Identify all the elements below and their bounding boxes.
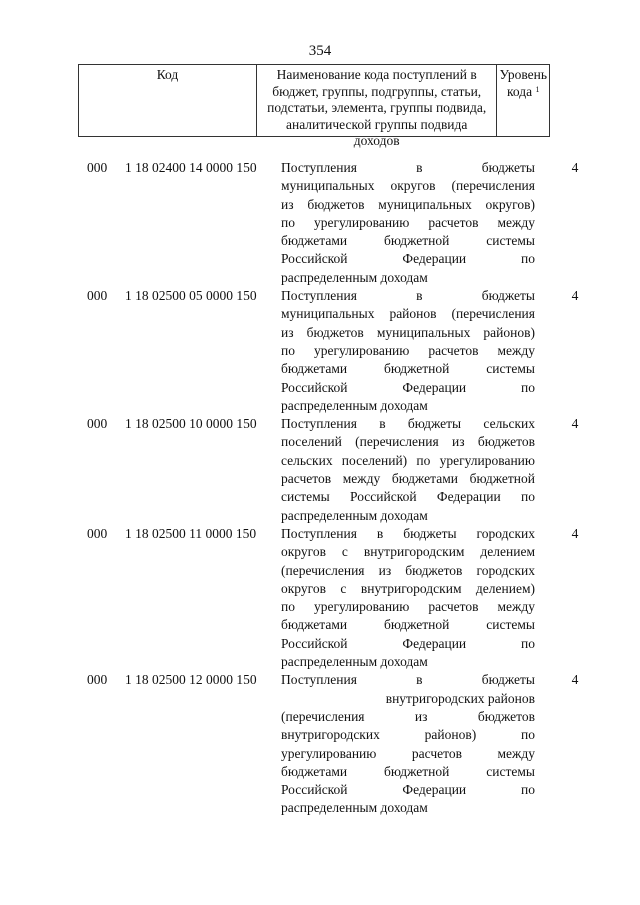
code-level: 4 (571, 525, 579, 541)
income-name-line: урегулированию расчетов между (281, 745, 535, 761)
income-name-line: расчетов между бюджетами бюджетной (281, 471, 535, 487)
income-name-line: поселений (перечисления из бюджетов (281, 434, 535, 450)
header-level (497, 65, 549, 136)
income-name-line: по урегулированию расчетов между (281, 599, 535, 615)
income-code: 1 18 02500 11 0000 150 (125, 525, 257, 541)
income-name (281, 525, 535, 671)
income-code: 1 18 02400 14 0000 150 (125, 160, 257, 175)
income-name-line: внутригородских районов (385, 690, 535, 706)
income-name-line: Российской Федерации по (281, 379, 535, 395)
income-code: 1 18 02500 05 0000 150 (125, 288, 257, 304)
income-name-line: распределенным доходам (281, 397, 428, 413)
header-code: Код (79, 65, 257, 136)
income-name-line: муниципальных районов (перечисления (281, 306, 535, 322)
income-name-line: округов с внутригородским делением (281, 544, 535, 560)
income-name-line: Поступления в бюджеты (281, 672, 535, 688)
header-name-line: аналитической группы подвида доходов (285, 116, 468, 148)
income-name-line: Российской Федерации по (281, 782, 535, 798)
admin-code: 000 (87, 416, 108, 432)
header-level-line: Уровень (499, 67, 547, 82)
income-name-line: Поступления в бюджеты городских (281, 525, 535, 541)
income-name-line: Поступления в бюджеты (281, 288, 535, 304)
income-name-line: распределенным доходам (281, 269, 428, 285)
table-row (0, 671, 640, 817)
income-code: 1 18 02500 12 0000 150 (125, 672, 257, 688)
header-name-line: подстатьи, элемента, группы подвида, (267, 100, 487, 115)
code-level: 4 (571, 160, 579, 175)
income-name-line: муниципальных округов (перечисления (281, 178, 535, 194)
code-level: 4 (571, 416, 579, 432)
income-name-line: (перечисления из бюджетов городских (281, 562, 535, 578)
table-row (0, 287, 640, 415)
income-name-line: внутригородских районов) по (281, 727, 535, 743)
income-name-line: бюджетами бюджетной системы (281, 361, 535, 377)
admin-code: 000 (87, 672, 108, 688)
income-name-line: сельских поселений) по урегулированию (281, 452, 535, 468)
income-name (281, 287, 535, 415)
income-name (281, 671, 535, 817)
table-header (78, 64, 550, 148)
income-name-line: распределенным доходам (281, 800, 428, 816)
income-name (281, 159, 535, 287)
income-name-line: (перечисления из бюджетов (281, 708, 535, 724)
income-name-line: из бюджетов муниципальных районов) (281, 324, 535, 340)
header-name-line: Наименование кода поступлений в (276, 67, 477, 82)
code-level: 4 (571, 288, 579, 304)
income-name-line: из бюджетов муниципальных округов) (281, 196, 535, 212)
admin-code: 000 (87, 160, 108, 175)
page-number: 354 (308, 43, 332, 59)
table-row (0, 159, 640, 287)
income-name-line: Российской Федерации по (281, 635, 535, 651)
income-name-line: системы Российской Федерации по (281, 489, 535, 505)
code-level: 4 (571, 672, 579, 688)
income-name-line: по урегулированию расчетов между (281, 214, 535, 230)
table-body (0, 159, 640, 818)
income-name-line: бюджетами бюджетной системы (281, 233, 535, 249)
income-name-line: Поступления в бюджеты сельских (281, 416, 535, 432)
income-name-line: распределенным доходам (281, 507, 428, 523)
admin-code: 000 (87, 288, 108, 304)
header-level-line (499, 84, 547, 101)
income-name (281, 415, 535, 525)
table-row (0, 415, 640, 525)
income-name-line: бюджетами бюджетной системы (281, 763, 535, 779)
table-row (0, 525, 640, 671)
income-name-line: распределенным доходам (281, 654, 428, 670)
footnote-marker: 1 (535, 84, 540, 94)
header-name-line: бюджет, группы, подгруппы, статьи, (272, 83, 482, 99)
income-name-line: по урегулированию расчетов между (281, 342, 535, 358)
admin-code: 000 (87, 525, 108, 541)
header-level-text: кода (506, 83, 533, 99)
income-code: 1 18 02500 10 0000 150 (125, 416, 257, 432)
income-name-line: округов с внутригородским делением) (281, 580, 535, 596)
header-name (257, 65, 498, 148)
income-name-line: Поступления в бюджеты (281, 160, 535, 175)
income-name-line: Российской Федерации по (281, 251, 535, 267)
income-name-line: бюджетами бюджетной системы (281, 617, 535, 633)
